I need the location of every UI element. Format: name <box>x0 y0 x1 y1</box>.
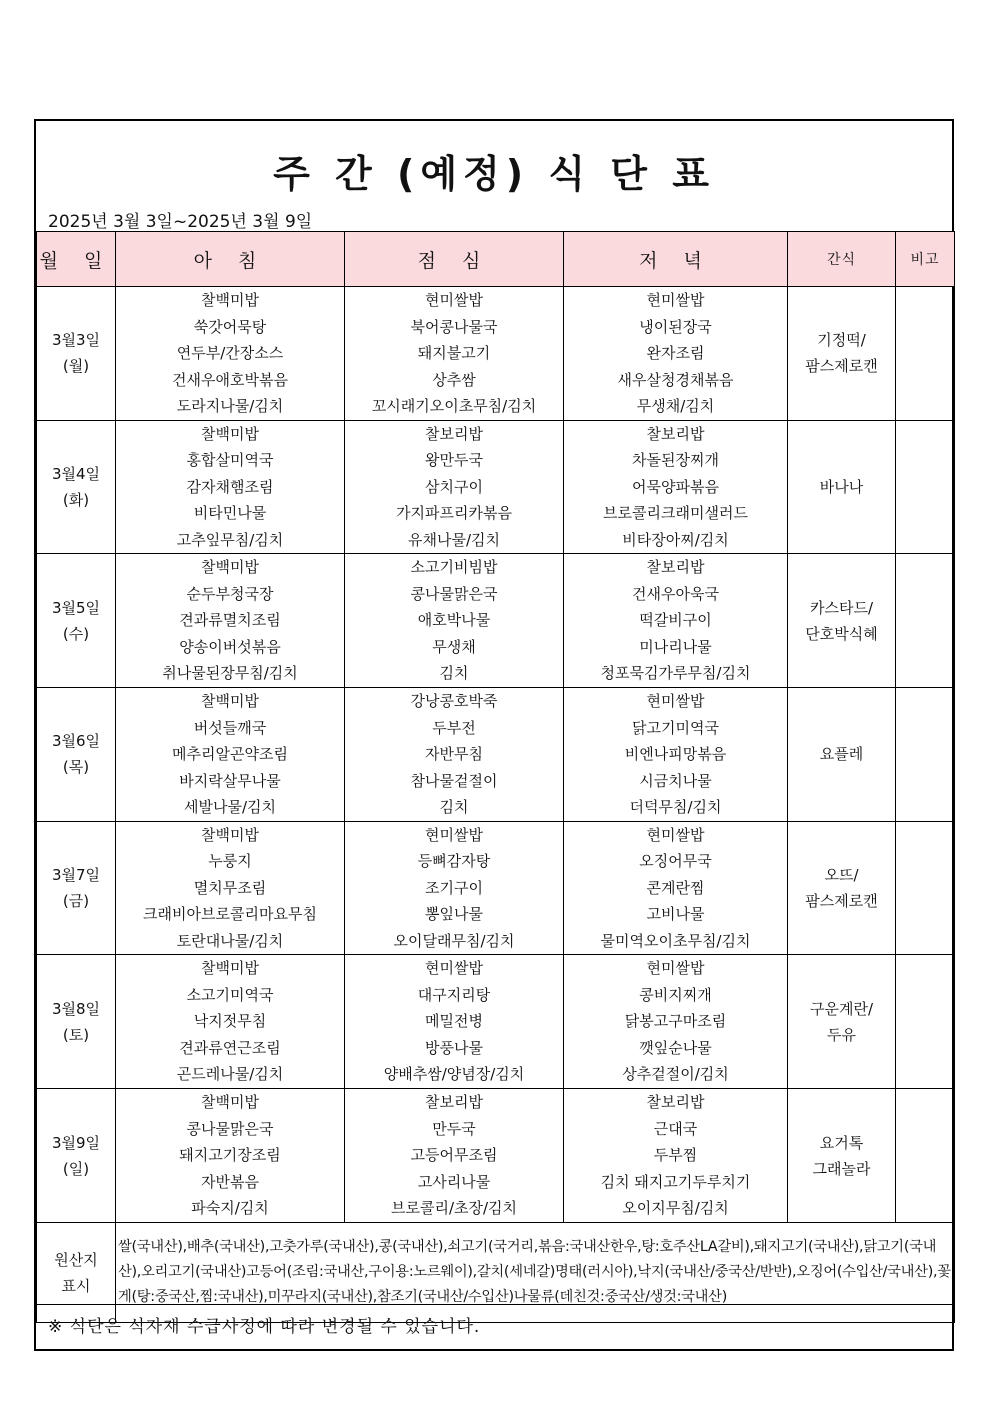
dinner-item: 찰보리밥 <box>646 558 705 577</box>
day-cell <box>37 688 116 822</box>
dinner-item: 비타장아찌/김치 <box>622 530 729 549</box>
snack-item: 팜스제로캔 <box>805 891 878 910</box>
origin-label-line: 표시 <box>61 1276 91 1295</box>
breakfast-item: 양송이버섯볶음 <box>179 637 281 656</box>
dinner-item: 현미쌀밥 <box>646 291 705 309</box>
dinner-item: 두부찜 <box>653 1146 698 1165</box>
snack-item: 팜스제로캔 <box>805 357 878 376</box>
breakfast-item: 찰백미밥 <box>201 692 259 710</box>
dinner-cell <box>564 287 788 421</box>
lunch-item: 애호박나물 <box>417 611 491 630</box>
lunch-item: 만두국 <box>432 1119 476 1138</box>
day-row <box>37 420 955 554</box>
lunch-item: 브로콜리/초장/김치 <box>390 1199 518 1218</box>
lunch-item: 방풍나물 <box>425 1038 483 1057</box>
lunch-item: 콩나물맑은국 <box>410 584 498 603</box>
snack-item: 요플레 <box>819 745 864 764</box>
lunch-item: 양배추쌈/양념장/김치 <box>383 1065 525 1084</box>
breakfast-item: 자반볶음 <box>201 1172 259 1191</box>
day-date: 3월4일 <box>51 464 101 483</box>
lunch-cell <box>345 554 564 688</box>
snack-cell <box>788 287 896 421</box>
breakfast-item: 콩나물맑은국 <box>186 1119 274 1138</box>
lunch-cell <box>345 287 564 421</box>
breakfast-cell <box>116 955 345 1089</box>
lunch-item: 소고기비빔밥 <box>410 558 498 577</box>
lunch-item: 등뼈감자탕 <box>417 852 491 870</box>
dinner-item: 건새우아욱국 <box>632 584 719 603</box>
lunch-item: 현미쌀밥 <box>425 959 483 978</box>
dinner-item: 고비나물 <box>646 905 705 923</box>
dinner-item: 현미쌀밥 <box>646 825 705 844</box>
breakfast-item: 홍합살미역국 <box>186 451 274 469</box>
remarks-cell <box>896 955 955 1089</box>
header-lunch: 점 심 <box>345 232 564 287</box>
lunch-item: 삼치구이 <box>425 477 483 496</box>
lunch-item: 메밀전병 <box>425 1012 483 1031</box>
day-weekday: (화) <box>62 490 90 509</box>
snack-cell <box>788 1089 896 1223</box>
remarks-cell <box>896 420 955 554</box>
lunch-item: 왕만두국 <box>425 451 483 469</box>
lunch-item: 대구지리탕 <box>417 985 491 1004</box>
header-breakfast: 아 침 <box>116 232 345 287</box>
lunch-item: 북어콩나물국 <box>410 317 498 336</box>
page-title: 주 간 (예정) 식 단 표 <box>273 152 715 196</box>
breakfast-item: 찰백미밥 <box>201 291 259 309</box>
lunch-item: 현미쌀밥 <box>425 291 483 309</box>
dinner-item: 어묵양파볶음 <box>632 477 719 496</box>
header-snack: 간식 <box>788 232 896 287</box>
breakfast-item: 곤드레나물/김치 <box>176 1065 284 1084</box>
snack-item: 구운계란/ <box>809 999 873 1018</box>
day-date: 3월3일 <box>51 331 101 350</box>
dinner-item: 완자조림 <box>646 344 705 362</box>
day-weekday: (금) <box>62 891 90 910</box>
snack-item: 그래놀라 <box>812 1159 871 1178</box>
day-cell <box>37 420 116 554</box>
snack-cell <box>788 420 896 554</box>
origin-label-line: 원산지 <box>54 1250 98 1269</box>
remarks-cell <box>896 287 955 421</box>
day-row <box>37 554 955 688</box>
dinner-item: 냉이된장국 <box>639 317 712 336</box>
day-cell <box>37 287 116 421</box>
breakfast-item: 소고기미역국 <box>186 985 274 1004</box>
breakfast-item: 찰백미밥 <box>201 825 259 844</box>
breakfast-item: 파숙지/김치 <box>191 1199 269 1218</box>
breakfast-item: 메추리알곤약조림 <box>172 745 288 763</box>
breakfast-item: 고추잎무침/김치 <box>176 530 284 549</box>
breakfast-item: 연두부/간장소스 <box>176 344 284 362</box>
dinner-item: 근대국 <box>653 1119 698 1138</box>
breakfast-item: 바지락살무나물 <box>179 771 281 790</box>
snack-item: 두유 <box>827 1025 856 1044</box>
breakfast-item: 크래비아브로콜리마요무침 <box>143 905 317 923</box>
day-row <box>37 1089 955 1223</box>
breakfast-cell <box>116 287 345 421</box>
lunch-item: 두부전 <box>432 718 476 737</box>
breakfast-item: 멸치무조림 <box>193 878 267 897</box>
day-date: 3월8일 <box>51 999 101 1018</box>
breakfast-item: 도라지나물/김치 <box>176 397 284 415</box>
breakfast-item: 감자채햄조림 <box>186 477 274 496</box>
remarks-cell <box>896 554 955 688</box>
lunch-cell <box>345 955 564 1089</box>
dinner-item: 현미쌀밥 <box>646 959 705 978</box>
breakfast-cell <box>116 420 345 554</box>
dinner-item: 물미역오이초무침/김치 <box>600 931 751 950</box>
notice-text: ※ 식단은 식자재 수급사정에 따라 변경될 수 있습니다. <box>36 1304 952 1349</box>
lunch-item: 찰보리밥 <box>425 1093 483 1112</box>
dinner-item: 오징어무국 <box>639 852 712 870</box>
header-day: 월 일 <box>37 232 116 287</box>
snack-item: 기정떡/ <box>817 331 866 350</box>
dinner-cell <box>564 420 788 554</box>
day-date: 3월5일 <box>51 598 101 617</box>
lunch-item: 참나물겉절이 <box>410 771 498 790</box>
dinner-item: 더덕무침/김치 <box>629 798 722 816</box>
dinner-item: 깻잎순나물 <box>639 1038 712 1057</box>
day-cell <box>37 1089 116 1223</box>
dinner-item: 비엔나피망볶음 <box>624 745 727 763</box>
lunch-item: 뽕잎나물 <box>425 905 483 923</box>
day-weekday: (목) <box>62 758 90 777</box>
day-cell <box>37 554 116 688</box>
snack-cell <box>788 821 896 955</box>
lunch-item: 고등어무조림 <box>410 1146 498 1165</box>
lunch-item: 찰보리밥 <box>425 424 483 443</box>
breakfast-item: 찰백미밥 <box>201 424 259 443</box>
breakfast-cell <box>116 821 345 955</box>
dinner-item: 오이지무침/김치 <box>622 1199 729 1218</box>
lunch-item: 자반무침 <box>425 745 483 763</box>
lunch-item: 현미쌀밥 <box>425 825 483 844</box>
breakfast-item: 버섯들깨국 <box>193 718 267 737</box>
breakfast-item: 누룽지 <box>208 852 252 870</box>
lunch-cell <box>345 688 564 822</box>
remarks-cell <box>896 821 955 955</box>
lunch-item: 유채나물/김치 <box>408 530 500 549</box>
snack-item: 바나나 <box>819 477 864 496</box>
lunch-item: 가지파프리카볶음 <box>396 504 512 522</box>
breakfast-item: 찰백미밥 <box>201 558 259 577</box>
lunch-item: 강낭콩호박죽 <box>410 692 498 710</box>
breakfast-item: 취나물된장무침/김치 <box>162 664 298 683</box>
breakfast-item: 비타민나물 <box>193 504 267 522</box>
header-dinner: 저 녁 <box>564 232 788 287</box>
dinner-item: 닭고기미역국 <box>632 718 719 737</box>
breakfast-item: 찰백미밥 <box>201 1093 259 1112</box>
breakfast-item: 쑥갓어묵탕 <box>193 317 267 336</box>
dinner-item: 브로콜리크래미샐러드 <box>603 504 748 522</box>
day-weekday: (수) <box>62 624 90 643</box>
dinner-item: 미나리나물 <box>639 637 712 656</box>
dinner-item: 찰보리밥 <box>646 424 705 443</box>
dinner-item: 청포묵김가루무침/김치 <box>600 664 751 683</box>
lunch-item: 꼬시래기오이초무침/김치 <box>371 397 537 415</box>
breakfast-item: 토란대나물/김치 <box>176 931 284 950</box>
breakfast-item: 건새우애호박볶음 <box>172 370 288 389</box>
lunch-item: 고사리나물 <box>417 1172 491 1191</box>
lunch-cell <box>345 821 564 955</box>
lunch-cell <box>345 1089 564 1223</box>
dinner-item: 상추겉절이/김치 <box>622 1065 729 1084</box>
breakfast-item: 찰백미밥 <box>201 959 259 978</box>
dinner-item: 차돌된장찌개 <box>632 451 719 469</box>
header-row <box>37 232 955 287</box>
snack-item: 카스타드/ <box>809 598 873 617</box>
dinner-item: 김치 돼지고기두루치기 <box>600 1172 751 1191</box>
breakfast-item: 순두부청국장 <box>186 584 274 603</box>
breakfast-cell <box>116 554 345 688</box>
lunch-item: 조기구이 <box>425 878 483 897</box>
lunch-item: 무생채 <box>432 637 476 656</box>
day-date: 3월7일 <box>51 865 101 884</box>
dinner-item: 현미쌀밥 <box>646 692 705 710</box>
snack-cell <box>788 688 896 822</box>
lunch-item: 상추쌈 <box>432 370 476 389</box>
dinner-item: 새우살청경채볶음 <box>617 370 734 389</box>
snack-cell <box>788 955 896 1089</box>
day-cell <box>37 955 116 1089</box>
dinner-cell <box>564 955 788 1089</box>
snack-cell <box>788 554 896 688</box>
dinner-item: 콩비지찌개 <box>639 985 712 1004</box>
breakfast-cell <box>116 1089 345 1223</box>
remarks-cell <box>896 688 955 822</box>
lunch-cell <box>345 420 564 554</box>
dinner-item: 무생채/김치 <box>636 397 715 415</box>
dinner-cell <box>564 688 788 822</box>
dinner-item: 닭봉고구마조림 <box>624 1012 727 1031</box>
dinner-item: 시금치나물 <box>639 771 712 790</box>
snack-item: 단호박식혜 <box>805 624 878 643</box>
day-date: 3월6일 <box>51 732 101 751</box>
menu-sheet <box>34 119 954 1351</box>
day-weekday: (토) <box>62 1025 90 1044</box>
lunch-item: 김치 <box>439 664 469 683</box>
breakfast-item: 돼지고기장조림 <box>179 1146 281 1165</box>
dinner-item: 떡갈비구이 <box>639 611 712 630</box>
weekly-menu-table <box>36 231 955 1323</box>
dinner-cell <box>564 554 788 688</box>
day-row <box>37 287 955 421</box>
day-row <box>37 955 955 1089</box>
day-row <box>37 688 955 822</box>
dinner-cell <box>564 1089 788 1223</box>
remarks-cell <box>896 1089 955 1223</box>
breakfast-item: 견과류멸치조림 <box>179 611 281 630</box>
day-weekday: (일) <box>62 1159 90 1178</box>
dinner-item: 찰보리밥 <box>646 1093 705 1112</box>
origin-text: 쌀(국내산),배추(국내산),고춧가루(국내산),콩(국내산),쇠고기(국거리,볶음:국내산한우,탕:호주산LA갈비),돼지고기(국내산),닭고기(국내산),오리고기(국내산)고등어(조림:국내산,구이용:노르웨이),갈치(세네갈)명태(러시아),낙지(국내산/중국산/반반),오징어(수입산/국내산),꽃게(탕:중국산,찜:국내산),미꾸라지(국내산),참조기(국내산/수입산)나물류(데친것:중국산/생것:국내산) <box>116 1223 955 1323</box>
snack-item: 요거톡 <box>819 1133 864 1152</box>
day-date: 3월9일 <box>51 1133 101 1152</box>
header-remarks: 비고 <box>896 232 955 287</box>
day-cell <box>37 821 116 955</box>
dinner-item: 콘계란찜 <box>646 878 705 897</box>
date-range: 2025년 3월 3일~2025년 3월 9일 <box>48 212 313 232</box>
lunch-item: 오이달래무침/김치 <box>393 931 515 950</box>
lunch-item: 돼지불고기 <box>417 344 491 362</box>
dinner-cell <box>564 821 788 955</box>
breakfast-item: 견과류연근조림 <box>179 1038 281 1057</box>
breakfast-cell <box>116 688 345 822</box>
breakfast-item: 세발나물/김치 <box>184 798 276 816</box>
snack-item: 오뜨/ <box>824 865 859 884</box>
day-weekday: (월) <box>62 357 90 376</box>
day-row <box>37 821 955 955</box>
lunch-item: 김치 <box>439 798 469 816</box>
breakfast-item: 낙지젓무침 <box>193 1012 267 1031</box>
